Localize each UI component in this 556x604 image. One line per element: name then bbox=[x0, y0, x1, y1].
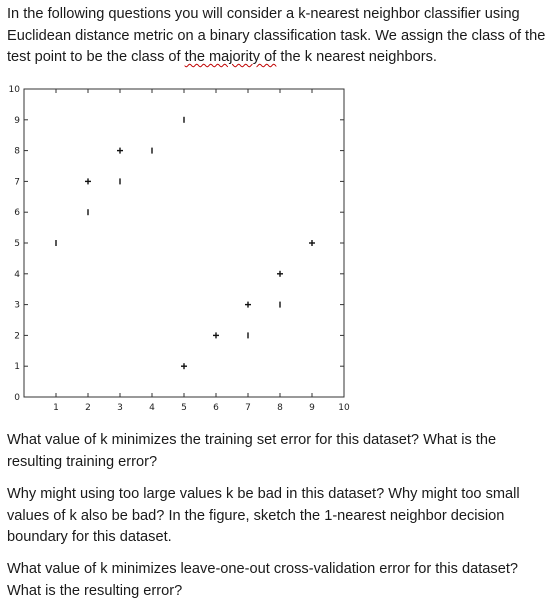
y-tick-label: 7 bbox=[14, 177, 20, 188]
intro-text-after: the k nearest neighbors. bbox=[276, 49, 437, 65]
y-tick-label: 5 bbox=[14, 239, 20, 249]
y-tick-label: 2 bbox=[14, 331, 20, 342]
y-tick-label: 9 bbox=[14, 115, 20, 126]
plot-frame bbox=[24, 89, 344, 397]
y-tick-label: 0 bbox=[14, 393, 20, 403]
plus-point bbox=[85, 178, 91, 184]
y-tick-label: 4 bbox=[14, 269, 20, 280]
plus-point bbox=[309, 240, 315, 246]
plus-point bbox=[181, 363, 187, 369]
intro-text-underlined: the majority of bbox=[184, 49, 277, 65]
plus-point bbox=[213, 332, 219, 338]
y-tick-label: 8 bbox=[14, 146, 20, 157]
question-2: Why might using too large values k be bad in this dataset? Why might too small values of k also be bad? In the figure, sketch the 1-nearest neighbor decision boundary for this dataset. bbox=[7, 486, 520, 545]
question-1: What value of k minimizes the training set error for this dataset? What is the resulting training error? bbox=[7, 432, 497, 470]
plot-ticks bbox=[9, 85, 350, 413]
scatter-plot bbox=[0, 78, 360, 418]
plus-point bbox=[277, 271, 283, 277]
plus-point bbox=[117, 148, 123, 154]
x-tick-label: 6 bbox=[213, 403, 219, 413]
y-tick-label: 1 bbox=[14, 362, 20, 373]
x-tick-label: 5 bbox=[181, 403, 187, 413]
y-tick-label: 3 bbox=[14, 300, 20, 311]
y-tick-label: 10 bbox=[8, 85, 20, 95]
intro-paragraph bbox=[7, 4, 552, 69]
x-tick-label: 9 bbox=[309, 403, 315, 413]
x-tick-label: 10 bbox=[338, 403, 350, 413]
plus-point bbox=[245, 302, 251, 308]
x-tick-label: 1 bbox=[53, 403, 59, 413]
y-tick-label: 6 bbox=[14, 208, 20, 219]
question-3: What value of k minimizes leave-one-out cross-validation error for this dataset? What is the resulting error? bbox=[7, 561, 519, 599]
x-tick-label: 8 bbox=[277, 403, 283, 413]
intro-text-before: In the following questions you will consider a k-nearest neighbor classifier using Euclidean distance metric on a binary classification task. We assign the class of the test point to be the class of bbox=[7, 6, 546, 65]
x-tick-label: 7 bbox=[245, 403, 251, 413]
x-tick-label: 2 bbox=[85, 403, 91, 413]
x-tick-label: 3 bbox=[117, 403, 123, 413]
x-tick-label: 4 bbox=[149, 403, 155, 413]
plot-marks bbox=[56, 117, 315, 369]
